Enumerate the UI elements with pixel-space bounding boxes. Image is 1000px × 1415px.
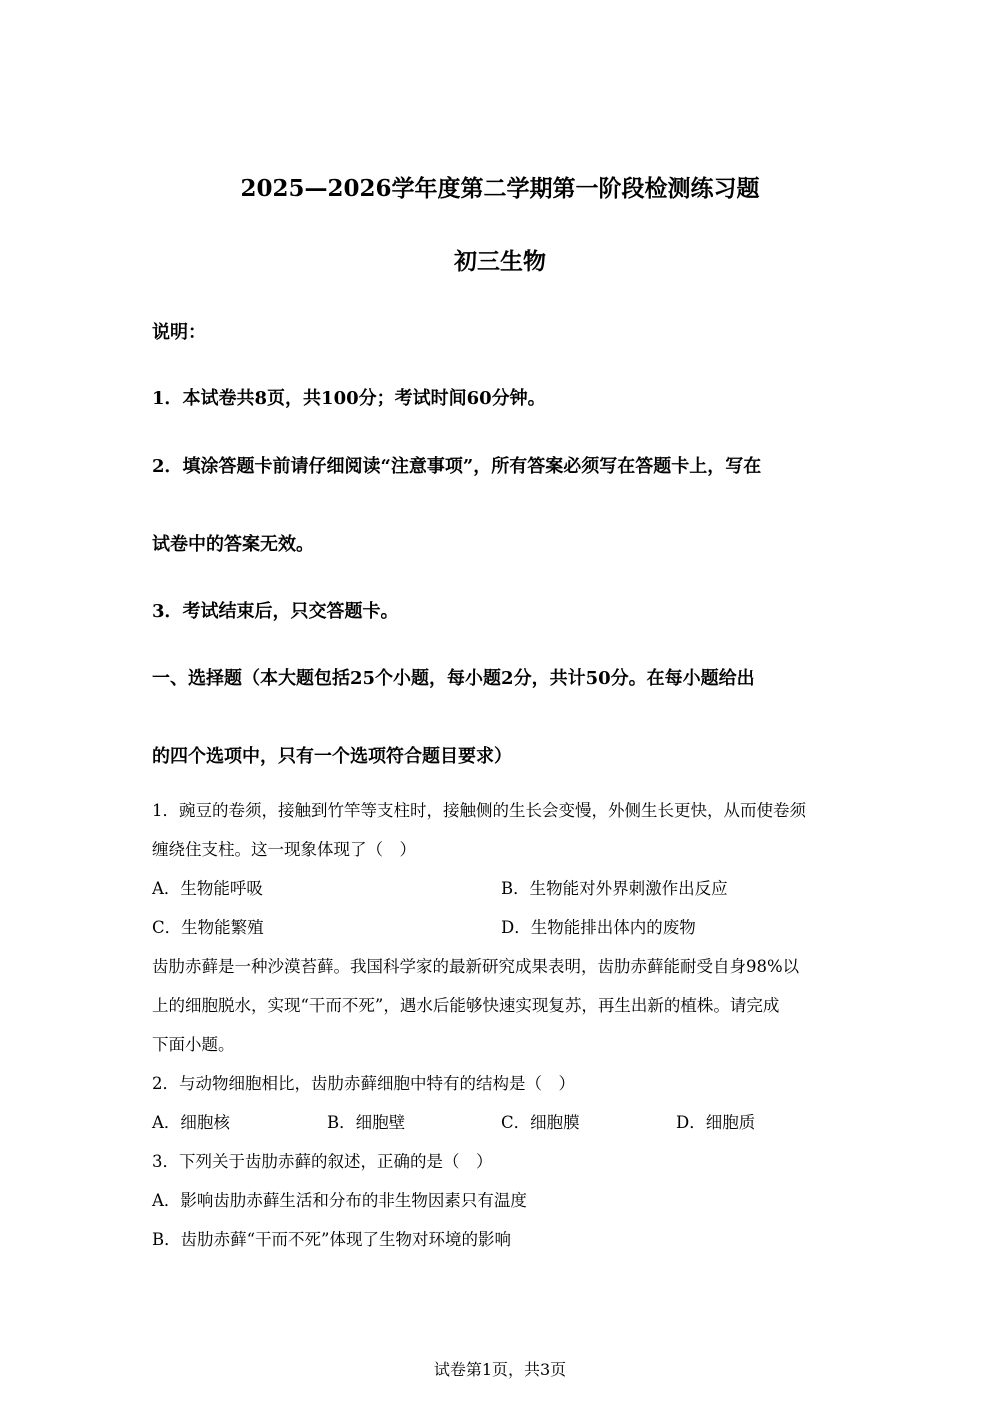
exam-title: 2025—2026学年度第二学期第一阶段检测练习题	[240, 175, 760, 202]
passage-line1: 齿肋赤藓是一种沙漠苔藓。我国科学家的最新研究成果表明，齿肋赤藓能耐受自身98%以	[152, 957, 800, 976]
section-heading-line2: 的四个选项中，只有一个选项符合题目要求）	[152, 746, 512, 767]
question-1-option-c: C．生物能繁殖	[152, 918, 264, 937]
passage-line3: 下面小题。	[152, 1035, 235, 1054]
question-3-option-a: A．影响齿肋赤藓生活和分布的非生物因素只有温度	[152, 1191, 527, 1210]
instructions-heading: 说明：	[152, 322, 206, 343]
exam-subject: 初三生物	[454, 248, 546, 275]
question-3-stem: 3．下列关于齿肋赤藓的叙述，正确的是（ ）	[152, 1152, 493, 1171]
section-heading-line1: 一、选择题（本大题包括25个小题，每小题2分，共计50分。在每小题给出	[152, 668, 755, 689]
question-2-option-c: C．细胞膜	[501, 1113, 580, 1132]
instruction-item-2-line2: 试卷中的答案无效。	[152, 534, 314, 555]
question-2-option-b: B．细胞壁	[327, 1113, 406, 1132]
question-1-stem-line1: 1．豌豆的卷须，接触到竹竿等支柱时，接触侧的生长会变慢，外侧生长更快，从而使卷须	[152, 801, 806, 820]
question-1-option-a: A．生物能呼吸	[152, 879, 263, 898]
question-2-stem: 2．与动物细胞相比，齿肋赤藓细胞中特有的结构是（ ）	[152, 1074, 575, 1093]
question-1-option-b: B．生物能对外界刺激作出反应	[501, 879, 728, 898]
passage-line2: 上的细胞脱水，实现“干而不死”，遇水后能够快速实现复苏，再生出新的植株。请完成	[152, 996, 780, 1015]
question-1-option-d: D．生物能排出体内的废物	[501, 918, 696, 937]
question-2-option-a: A．细胞核	[152, 1113, 230, 1132]
page-footer: 试卷第1页，共3页	[433, 1360, 567, 1379]
question-3-option-b: B．齿肋赤藓“干而不死”体现了生物对环境的影响	[152, 1230, 511, 1249]
instruction-item-2-line1: 2．填涂答题卡前请仔细阅读“注意事项”，所有答案必须写在答题卡上，写在	[152, 456, 762, 477]
instruction-item-3: 3．考试结束后，只交答题卡。	[152, 601, 399, 622]
question-2-option-d: D．细胞质	[676, 1113, 756, 1132]
question-1-stem-line2: 缠绕住支柱。这一现象体现了（ ）	[152, 840, 416, 859]
instruction-item-1: 1．本试卷共8页，共100分；考试时间60分钟。	[152, 388, 546, 409]
